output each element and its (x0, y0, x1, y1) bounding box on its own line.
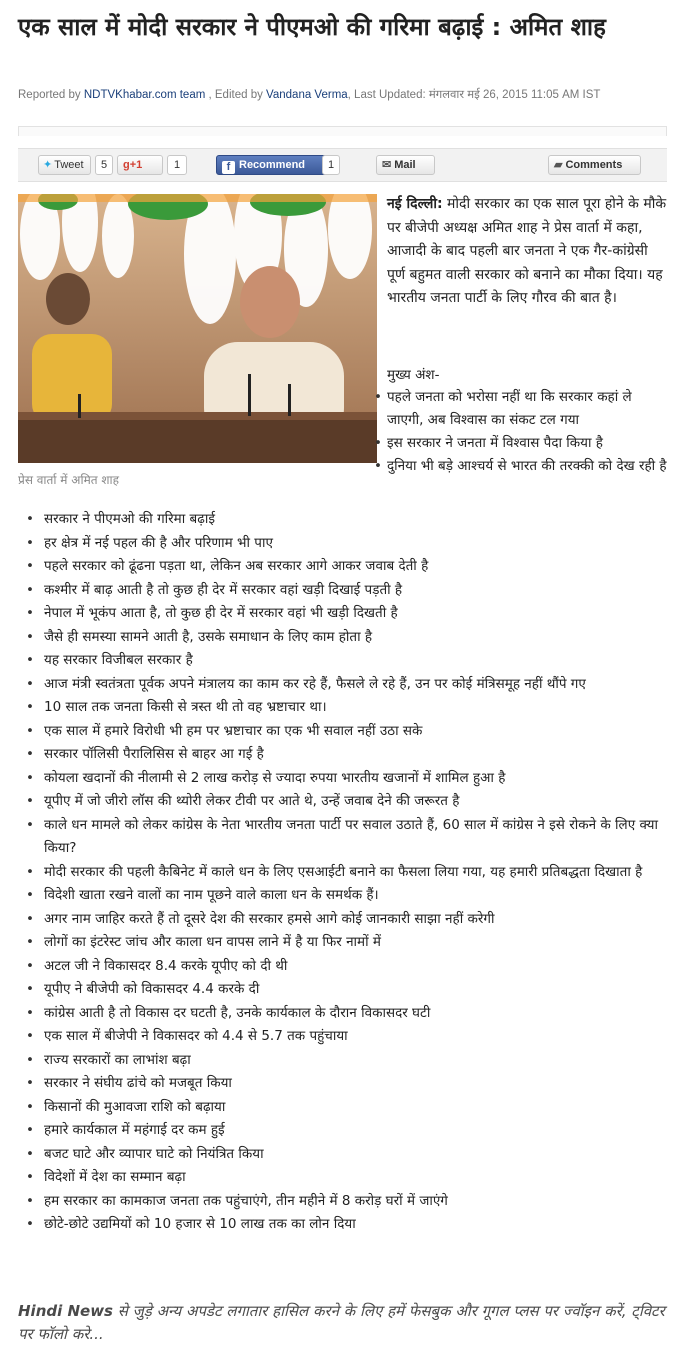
gplus-button[interactable] (117, 155, 163, 175)
list-item: • किसानों की मुआवजा राशि को बढ़ाया (18, 1096, 670, 1120)
list-item: • कश्मीर में बाढ़ आती है तो कुछ ही देर में सरकार वहां खड़ी दिखाई पड़ती है (18, 579, 670, 603)
highlight-item: • दुनिया भी बड़े आश्चर्य से भारत की तरक्की को देख रही है (372, 455, 670, 478)
list-item: • विदेशी खाता रखने वालों का नाम पूछने वाले काला धन के समर्थक हैं। (18, 884, 670, 908)
envelope-icon: ✉ (382, 159, 392, 171)
list-item: • एक साल में हमारे विरोधी भी हम पर भ्रष्टाचार का एक भी सवाल नहीं उठा सके (18, 720, 670, 744)
list-item: • छोटे-छोटे उद्यमियों को 10 हजार से 10 लाख तक का लोन दिया (18, 1213, 670, 1237)
list-item: • हर क्षेत्र में नई पहल की है और परिणाम भी पाए (18, 532, 670, 556)
list-item: • पहले सरकार को ढूंढना पड़ता था, लेकिन अब सरकार आगे आकर जवाब देती है (18, 555, 670, 579)
list-item: • अगर नाम जाहिर करते हैं तो दूसरे देश की सरकार हमसे आगे कोई जानकारी साझा नहीं करेगी (18, 908, 670, 932)
mail-button[interactable] (376, 155, 435, 175)
list-item: • सरकार पॉलिसी पैरालिसिस से बाहर आ गई है (18, 743, 670, 767)
facebook-recommend-button[interactable] (216, 155, 328, 175)
list-item: • हमारे कार्यकाल में महंगाई दर कम हुई (18, 1119, 670, 1143)
footer-note (18, 1300, 670, 1346)
dateline: नई दिल्ली: (387, 196, 443, 212)
highlight-item: • पहले जनता को भरोसा नहीं था कि सरकार कहां ले जाएगी, अब विश्वास का संकट टल गया (372, 386, 670, 432)
list-item: • बजट घाटे और व्यापार घाटे को नियंत्रित किया (18, 1143, 670, 1167)
list-item: • हम सरकार का कामकाज जनता तक पहुंचाएंगे, तीन महीने में 8 करोड़ घरों में जाएंगे (18, 1190, 670, 1214)
list-item: • यूपीए में जो जीरो लॉस की थ्योरी लेकर टीवी पर आते थे, उन्हें जवाब देने की जरूरत है (18, 790, 670, 814)
hindi-news-link[interactable]: Hindi News (18, 1302, 113, 1320)
list-item: • कोयला खदानों की नीलामी से 2 लाख करोड़ से ज्यादा रुपया भारतीय खजानों में शामिल हुआ है (18, 767, 670, 791)
divider (18, 126, 667, 136)
list-item: • सरकार ने पीएमओ की गरिमा बढ़ाई (18, 508, 670, 532)
list-item: • राज्य सरकारों का लाभांश बढ़ा (18, 1049, 670, 1073)
article-headline: एक साल में मोदी सरकार ने पीएमओ की गरिमा बढ़ाई : अमित शाह (18, 13, 606, 41)
footer-text: से जुड़े अन्य अपडेट लगातार हासिल करने के लिए हमें फेसबुक और गूगल प्लस पर ज्वॉइन करें, ट्विटर पर फॉलो करे... (18, 1302, 665, 1343)
press-conference-image (18, 194, 377, 463)
gplus-label: +1 (129, 159, 143, 171)
comments-button[interactable] (548, 155, 641, 175)
list-item: • यह सरकार विजीबल सरकार है (18, 649, 670, 673)
article-photo (18, 194, 377, 463)
lead-paragraph (387, 193, 669, 311)
list-item: • यूपीए ने बीजेपी को विकासदर 4.4 करके दी (18, 978, 670, 1002)
share-bar (18, 148, 667, 182)
tweet-label: Tweet (54, 159, 84, 171)
list-item: • सरकार ने संघीय ढांचे को मजबूत किया (18, 1072, 670, 1096)
last-updated: , Last Updated: मंगलवार मई 26, 2015 11:05 AM IST (347, 89, 601, 101)
recommend-count: 1 (322, 155, 340, 175)
list-item: • आज मंत्री स्वतंत्रता पूर्वक अपने मंत्रालय का काम कर रहे हैं, फैसले ले रहे हैं, उन पर कोई मंत्रिसमूह नहीं थौंपे गए (18, 673, 670, 697)
comment-bubble-icon: ▰ (554, 159, 563, 171)
highlight-item: • इस सरकार ने जनता में विश्वास पैदा किया है (372, 432, 670, 455)
tweet-count: 5 (95, 155, 113, 175)
key-points-list (18, 508, 670, 1237)
recommend-label: Recommend (239, 159, 306, 171)
gplus-icon: g (123, 159, 130, 171)
list-item: • अटल जी ने विकासदर 8.4 करके यूपीए को दी थी (18, 955, 670, 979)
tweet-button[interactable] (38, 155, 91, 175)
edited-by-label: , Edited by (208, 89, 263, 101)
highlights-list (372, 386, 670, 478)
highlights-title: मुख्य अंश- (387, 367, 440, 383)
list-item: • विदेशों में देश का सम्मान बढ़ा (18, 1166, 670, 1190)
reported-by-label: Reported by (18, 89, 81, 101)
mail-label: Mail (394, 159, 416, 171)
list-item: • लोगों का इंटरेस्ट जांच और काला धन वापस लाने में है या फिर नामों में (18, 931, 670, 955)
facebook-icon: f (222, 161, 235, 174)
reporter-link[interactable]: NDTVKhabar.com team (83, 89, 206, 101)
list-item: • जैसे ही समस्या सामने आती है, उसके समाधान के लिए काम होता है (18, 626, 670, 650)
editor-link[interactable]: Vandana Verma (266, 89, 348, 101)
gplus-count: 1 (167, 155, 187, 175)
list-item: • काले धन मामले को लेकर कांग्रेस के नेता भारतीय जनता पार्टी पर सवाल उठाते हैं, 60 साल में कांग्रेस ने इसे रोकने के लिए क्या किया? (18, 814, 670, 861)
list-item: • मोदी सरकार की पहली कैबिनेट में काले धन के लिए एसआईटी बनाने का फैसला लिया गया, यह हमारी प्रतिबद्धता दिखाता है (18, 861, 670, 885)
list-item: • एक साल में बीजेपी ने विकासदर को 4.4 से 5.7 तक पहुंचाया (18, 1025, 670, 1049)
byline (18, 88, 668, 103)
list-item: • 10 साल तक जनता किसी से त्रस्त थी तो वह भ्रष्टाचार था। (18, 696, 670, 720)
twitter-bird-icon: ✦ (43, 159, 53, 171)
list-item: • कांग्रेस आती है तो विकास दर घटती है, उनके कार्यकाल के दौरान विकासदर घटी (18, 1002, 670, 1026)
comments-label: Comments (565, 159, 623, 171)
photo-caption: प्रेस वार्ता में अमित शाह (18, 473, 120, 487)
list-item: • नेपाल में भूकंप आता है, तो कुछ ही देर में सरकार वहां भी खड़ी दिखती है (18, 602, 670, 626)
lead-text: मोदी सरकार का एक साल पूरा होने के मौके पर बीजेपी अध्यक्ष अमित शाह ने प्रेस वार्ता में कहा, आजादी के बाद पहली बार जनता ने एक गैर-कांग्रेसी पूर्ण बहुमत वाली सरकार को बनाने का मौका दिया। यह भारतीय जनता पार्टी के लिए गौरव की बात है। (387, 196, 667, 306)
